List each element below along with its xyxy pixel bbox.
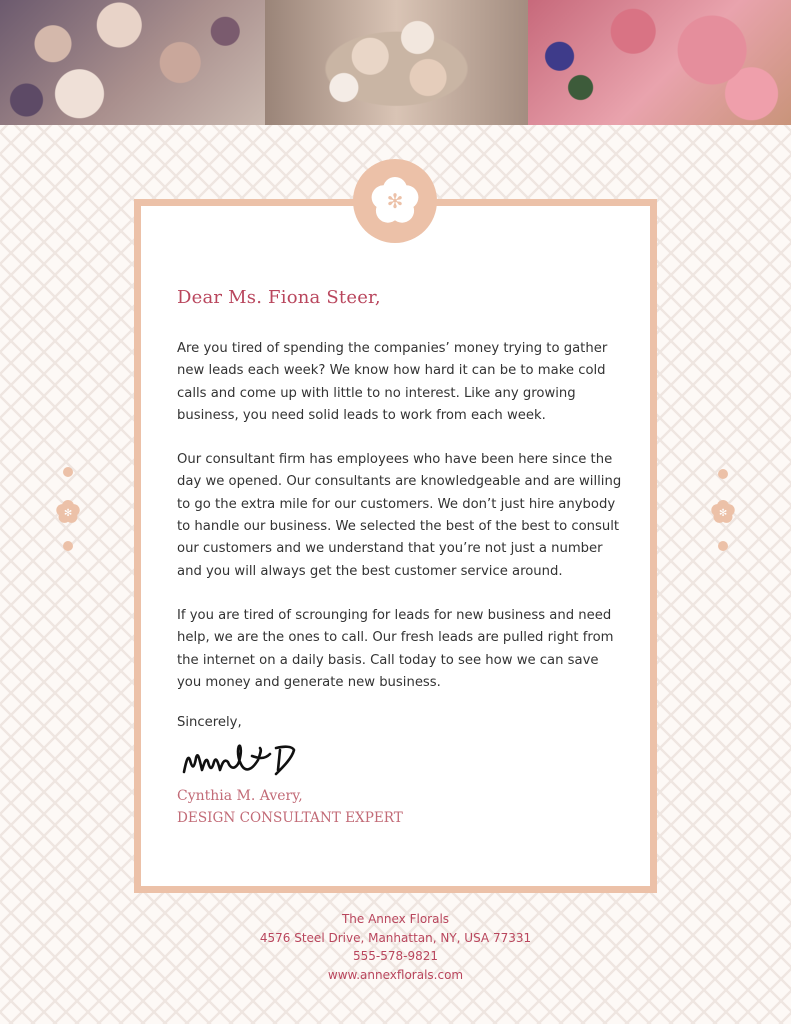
footer-address: 4576 Steel Drive, Manhattan, NY, USA 77331 xyxy=(259,930,532,945)
header-photo-rose-babys-breath xyxy=(265,0,528,125)
decor-dot xyxy=(63,467,73,477)
header-photo-strip xyxy=(0,0,791,125)
svg-text:✻: ✻ xyxy=(386,189,404,213)
svg-text:✻: ✻ xyxy=(63,508,73,519)
header-photo-pink-peonies xyxy=(528,0,791,125)
letter-body xyxy=(177,338,622,716)
signer-name: Cynthia M. Avery, xyxy=(177,788,303,804)
decor-dot xyxy=(718,541,728,551)
footer-website[interactable]: www.annexflorals.com xyxy=(327,967,464,982)
flower-icon xyxy=(54,498,82,526)
flower-emblem xyxy=(353,159,437,243)
right-side-decoration xyxy=(709,467,737,557)
svg-text:✻: ✻ xyxy=(718,508,728,519)
decor-dot xyxy=(718,469,728,479)
header-photo-roses-bouquet xyxy=(0,0,265,125)
letter-paragraph: Our consultant firm has employees who have been here since the day we opened. Our consultants are knowledgeable and are willing to go the extra mile for our customers. We don’t just hire anybody to handle our business. We selected the best of the best to consult our customers and we understand that you’re not just a number and you will always get the best customer service around. xyxy=(177,452,622,579)
signer-title: DESIGN CONSULTANT EXPERT xyxy=(177,810,403,826)
footer-contact xyxy=(0,910,791,984)
letter-greeting: Dear Ms. Fiona Steer, xyxy=(177,287,381,308)
letter-closing: Sincerely, xyxy=(177,715,242,730)
flower-emblem-icon xyxy=(367,173,423,229)
decor-dot xyxy=(63,541,73,551)
letter-paragraph: Are you tired of spending the companies’ money trying to gather new leads each week? We know how hard it can be to make cold calls and come up with little to no interest. Like any growing business, you need solid leads to work from each week. xyxy=(177,341,608,423)
left-side-decoration xyxy=(54,467,82,557)
footer-company: The Annex Florals xyxy=(341,912,450,926)
handwritten-signature xyxy=(180,740,300,780)
footer-phone: 555-578-9821 xyxy=(352,949,438,963)
letter-paragraph: If you are tired of scrounging for leads for new business and need help, we are the ones to call. Our fresh leads are pulled right from the internet on a daily basis. Call today to see how we can save you money and generate new business. xyxy=(177,607,614,690)
flower-icon xyxy=(709,498,737,526)
